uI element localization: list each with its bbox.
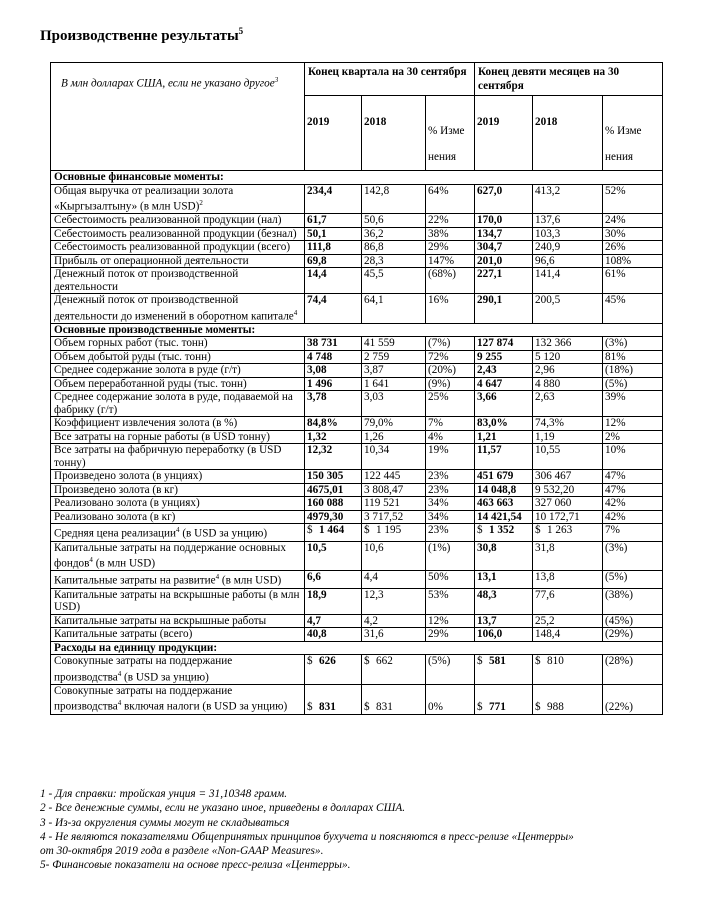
value-2019-quarter: 150 305 xyxy=(305,470,362,484)
value-2019-ninemonths: 83,0% xyxy=(475,417,533,431)
row-label: Среднее содержание золота в руде, подаваемой на фабрику (г/т) xyxy=(51,391,305,417)
table-row xyxy=(51,497,663,511)
row-label: Реализовано золота (в унциях) xyxy=(51,497,305,511)
row-label: Реализовано золота (в кг) xyxy=(51,510,305,524)
year-2019-quarter: 2019 xyxy=(305,96,362,171)
pct-change-quarter: 50% xyxy=(426,571,475,588)
value-2018-ninemonths: 141,4 xyxy=(533,268,603,294)
value-2018-quarter: 86,8 xyxy=(362,241,426,255)
value-2019-quarter: 40,8 xyxy=(305,628,362,642)
value-2019-ninemonths: 304,7 xyxy=(475,241,533,255)
row-label: Среднее содержание золота в руде (г/т) xyxy=(51,364,305,378)
value-2018-quarter: 10,34 xyxy=(362,444,426,470)
pct-change-ninemonths: 7% xyxy=(603,524,663,541)
value-2019-quarter: $ 831 xyxy=(305,684,362,714)
pct-change-ninemonths: 39% xyxy=(603,391,663,417)
table-row xyxy=(51,227,663,241)
pct-change-quarter: 12% xyxy=(426,614,475,628)
value-2019-quarter: 84,8% xyxy=(305,417,362,431)
value-2018-ninemonths: 148,4 xyxy=(533,628,603,642)
table-row xyxy=(51,510,663,524)
units-header-cell: В млн долларах США, если не указано другое$^3$ xyxy=(51,63,305,171)
table-row xyxy=(51,571,663,588)
value-2019-quarter: 1 496 xyxy=(305,377,362,391)
value-2019-ninemonths: 1,21 xyxy=(475,430,533,444)
value-2019-quarter: 4675,01 xyxy=(305,483,362,497)
value-2018-quarter: $ 662 xyxy=(362,655,426,685)
pct-change-quarter: 64% xyxy=(426,184,475,214)
value-2018-ninemonths: 10 172,71 xyxy=(533,510,603,524)
table-row xyxy=(51,417,663,431)
pct-change-quarter: 25% xyxy=(426,391,475,417)
value-2018-quarter: 12,3 xyxy=(362,588,426,614)
table-row xyxy=(51,184,663,214)
table-row xyxy=(51,350,663,364)
value-2019-quarter: 111,8 xyxy=(305,241,362,255)
value-2018-quarter: 122 445 xyxy=(362,470,426,484)
pct-change-quarter: (1%) xyxy=(426,541,475,571)
pct-change-quarter: 38% xyxy=(426,227,475,241)
value-2018-ninemonths: 5 120 xyxy=(533,350,603,364)
pct-change-ninemonths: 12% xyxy=(603,417,663,431)
row-label: Объем горных работ (тыс. тонн) xyxy=(51,337,305,351)
value-2019-quarter: 6,6 xyxy=(305,571,362,588)
value-2019-ninemonths: 170,0 xyxy=(475,214,533,228)
dollar-sign: $ xyxy=(364,655,370,668)
value-2018-quarter: 28,3 xyxy=(362,254,426,268)
pct-change-ninemonths: 42% xyxy=(603,497,663,511)
table-row xyxy=(51,444,663,470)
table-row xyxy=(51,524,663,541)
footnote: 4 - Не являются показателями Общепринятых принципов бухучета и поясняются в пресс-релизе «Центерры» xyxy=(40,830,574,843)
footnote: от 30-октября 2019 года в разделе «Non-GAAP Measures». xyxy=(40,845,324,858)
value-2018-ninemonths: 132 366 xyxy=(533,337,603,351)
pct-change-quarter: 147% xyxy=(426,254,475,268)
pct-change-ninemonths: 26% xyxy=(603,241,663,255)
value-2018-quarter: 50,6 xyxy=(362,214,426,228)
value-2018-ninemonths: 4 880 xyxy=(533,377,603,391)
dollar-sign: $ xyxy=(307,701,313,714)
value-2019-ninemonths: 4 647 xyxy=(475,377,533,391)
pct-change-ninemonths: 42% xyxy=(603,510,663,524)
value-2018-quarter: 1,26 xyxy=(362,430,426,444)
dollar-sign: $ xyxy=(364,524,370,537)
value-2019-ninemonths: 30,8 xyxy=(475,541,533,571)
dollar-sign: $ xyxy=(535,655,541,668)
row-label: Все затраты на горные работы (в USD тонну) xyxy=(51,430,305,444)
table-row xyxy=(51,254,663,268)
value-2018-ninemonths: $ 810 xyxy=(533,655,603,685)
table-row xyxy=(51,483,663,497)
value-2019-ninemonths: 290,1 xyxy=(475,294,533,324)
table-row xyxy=(51,268,663,294)
pct-change-ninemonths: (22%) xyxy=(603,684,663,714)
value-2018-quarter: 119 521 xyxy=(362,497,426,511)
section-title: Основные финансовые моменты: xyxy=(51,171,663,185)
pct-change-ninemonths: % Изме нения xyxy=(603,96,663,171)
pct-change-quarter: 0% xyxy=(426,684,475,714)
row-label: Все затраты на фабричную переработку (в USD тонну) xyxy=(51,444,305,470)
pct-change-ninemonths: (29%) xyxy=(603,628,663,642)
row-label: Себестоимость реализованной продукции (нал) xyxy=(51,214,305,228)
pct-change-quarter: 72% xyxy=(426,350,475,364)
row-label: Коэффициент извлечения золота (в %) xyxy=(51,417,305,431)
pct-change-quarter: (7%) xyxy=(426,337,475,351)
ninemonths-header: Конец девяти месяцев на 30 сентября xyxy=(475,63,663,96)
value-2018-quarter: 64,1 xyxy=(362,294,426,324)
pct-change-quarter: 23% xyxy=(426,483,475,497)
dollar-sign: $ xyxy=(307,524,313,537)
value-2019-ninemonths: 227,1 xyxy=(475,268,533,294)
pct-change-ninemonths: (5%) xyxy=(603,571,663,588)
table-row xyxy=(51,337,663,351)
row-label: Средняя цена реализации$^4$ (в USD за унцию) xyxy=(51,524,305,541)
row-label: Произведено золота (в унциях) xyxy=(51,470,305,484)
value-2018-ninemonths: 74,3% xyxy=(533,417,603,431)
value-2019-ninemonths: $ 1 352 xyxy=(475,524,533,541)
value-2019-quarter: 1,32 xyxy=(305,430,362,444)
row-label: Капитальные затраты на вскрышные работы (в млн USD) xyxy=(51,588,305,614)
value-2018-ninemonths: 2,96 xyxy=(533,364,603,378)
row-label: Капитальные затраты на развитие$^4$ (в млн USD) xyxy=(51,571,305,588)
footnotes xyxy=(40,787,680,873)
table-row xyxy=(51,614,663,628)
value-2018-quarter: 45,5 xyxy=(362,268,426,294)
row-label: Капитальные затраты на вскрышные работы xyxy=(51,614,305,628)
table-row xyxy=(51,214,663,228)
value-2018-ninemonths: 1,19 xyxy=(533,430,603,444)
value-2019-quarter: 12,32 xyxy=(305,444,362,470)
production-results-table xyxy=(50,62,663,715)
value-2019-ninemonths: 451 679 xyxy=(475,470,533,484)
row-label: Совокупные затраты на поддержание производства$^4$ включая налоги (в USD за унцию) xyxy=(51,684,305,714)
row-label: Объем переработанной руды (тыс. тонн) xyxy=(51,377,305,391)
page-title: Производственне результаты$^5$ xyxy=(40,26,244,44)
pct-change-ninemonths: (45%) xyxy=(603,614,663,628)
pct-change-quarter: % Изме нения xyxy=(426,96,475,171)
pct-change-quarter: (9%) xyxy=(426,377,475,391)
pct-change-quarter: 4% xyxy=(426,430,475,444)
dollar-sign: $ xyxy=(307,655,313,668)
table-row xyxy=(51,377,663,391)
value-2018-ninemonths: 96,6 xyxy=(533,254,603,268)
pct-change-ninemonths: 24% xyxy=(603,214,663,228)
section-header-row xyxy=(51,641,663,655)
value-2019-ninemonths: $ 581 xyxy=(475,655,533,685)
value-2018-ninemonths: 306 467 xyxy=(533,470,603,484)
value-2019-ninemonths: 463 663 xyxy=(475,497,533,511)
table-row xyxy=(51,391,663,417)
value-2019-quarter: 38 731 xyxy=(305,337,362,351)
value-2019-ninemonths: 11,57 xyxy=(475,444,533,470)
pct-change-ninemonths: (38%) xyxy=(603,588,663,614)
value-2019-ninemonths: 9 255 xyxy=(475,350,533,364)
table-row xyxy=(51,470,663,484)
footnote: 3 - Из-за округления суммы могут не складываться xyxy=(40,816,290,829)
section-title: Расходы на единицу продукции: xyxy=(51,641,663,655)
value-2018-quarter: 1 641 xyxy=(362,377,426,391)
row-label: Денежный поток от производственной деятельности до изменений в оборотном капитале$^4$ xyxy=(51,294,305,324)
value-2019-quarter: 74,4 xyxy=(305,294,362,324)
value-2019-quarter: 4 748 xyxy=(305,350,362,364)
value-2018-quarter: 41 559 xyxy=(362,337,426,351)
year-2019-ninemonths: 2019 xyxy=(475,96,533,171)
value-2018-quarter: 3 717,52 xyxy=(362,510,426,524)
pct-change-quarter: 23% xyxy=(426,524,475,541)
pct-change-ninemonths: (5%) xyxy=(603,377,663,391)
value-2018-quarter: $ 1 195 xyxy=(362,524,426,541)
value-2019-ninemonths: 134,7 xyxy=(475,227,533,241)
value-2018-ninemonths: 327 060 xyxy=(533,497,603,511)
value-2019-quarter: 3,78 xyxy=(305,391,362,417)
pct-change-ninemonths: 45% xyxy=(603,294,663,324)
dollar-sign: $ xyxy=(364,701,370,714)
value-2019-quarter: 18,9 xyxy=(305,588,362,614)
value-2019-quarter: 61,7 xyxy=(305,214,362,228)
value-2019-ninemonths: 627,0 xyxy=(475,184,533,214)
value-2018-ninemonths: 200,5 xyxy=(533,294,603,324)
pct-change-ninemonths: 30% xyxy=(603,227,663,241)
value-2018-quarter: 142,8 xyxy=(362,184,426,214)
value-2019-quarter: 69,8 xyxy=(305,254,362,268)
value-2018-quarter: 79,0% xyxy=(362,417,426,431)
value-2018-ninemonths: 2,63 xyxy=(533,391,603,417)
row-label: Себестоимость реализованной продукции (всего) xyxy=(51,241,305,255)
value-2019-ninemonths: 13,7 xyxy=(475,614,533,628)
pct-change-quarter: 7% xyxy=(426,417,475,431)
pct-change-ninemonths: 10% xyxy=(603,444,663,470)
value-2018-ninemonths: 77,6 xyxy=(533,588,603,614)
section-header-row xyxy=(51,323,663,337)
value-2019-quarter: 4979,30 xyxy=(305,510,362,524)
value-2019-ninemonths: $ 771 xyxy=(475,684,533,714)
value-2018-quarter: $ 831 xyxy=(362,684,426,714)
value-2019-quarter: 234,4 xyxy=(305,184,362,214)
pct-change-ninemonths: (3%) xyxy=(603,541,663,571)
value-2018-quarter: 4,4 xyxy=(362,571,426,588)
pct-change-quarter: 16% xyxy=(426,294,475,324)
row-label: Совокупные затраты на поддержание производства$^4$ (в USD за унцию) xyxy=(51,655,305,685)
value-2019-quarter: 14,4 xyxy=(305,268,362,294)
dollar-sign: $ xyxy=(477,655,483,668)
pct-change-quarter: (20%) xyxy=(426,364,475,378)
value-2018-ninemonths: 240,9 xyxy=(533,241,603,255)
row-label: Общая выручка от реализации золота «Кыргызалтыну» (в млн USD)$^2$ xyxy=(51,184,305,214)
dollar-sign: $ xyxy=(535,524,541,537)
footnote: 5- Финансовые показатели на основе пресс-релиза «Центерры». xyxy=(40,859,351,872)
value-2018-quarter: 3 808,47 xyxy=(362,483,426,497)
value-2019-ninemonths: 127 874 xyxy=(475,337,533,351)
pct-change-ninemonths: 108% xyxy=(603,254,663,268)
year-2018-quarter: 2018 xyxy=(362,96,426,171)
table-row xyxy=(51,430,663,444)
row-label: Капитальные затраты (всего) xyxy=(51,628,305,642)
value-2019-quarter: 50,1 xyxy=(305,227,362,241)
value-2019-quarter: $ 1 464 xyxy=(305,524,362,541)
value-2018-ninemonths: 13,8 xyxy=(533,571,603,588)
pct-change-ninemonths: (18%) xyxy=(603,364,663,378)
section-header-row xyxy=(51,171,663,185)
pct-change-quarter: 29% xyxy=(426,241,475,255)
value-2019-ninemonths: 14 421,54 xyxy=(475,510,533,524)
table-row xyxy=(51,294,663,324)
table-row xyxy=(51,364,663,378)
value-2018-quarter: 3,03 xyxy=(362,391,426,417)
pct-change-ninemonths: (3%) xyxy=(603,337,663,351)
value-2018-ninemonths: $ 988 xyxy=(533,684,603,714)
section-title: Основные производственные моменты: xyxy=(51,323,663,337)
row-label: Объем добытой руды (тыс. тонн) xyxy=(51,350,305,364)
pct-change-ninemonths: 2% xyxy=(603,430,663,444)
pct-change-ninemonths: (28%) xyxy=(603,655,663,685)
pct-change-quarter: 23% xyxy=(426,470,475,484)
pct-change-ninemonths: 47% xyxy=(603,470,663,484)
value-2019-ninemonths: 201,0 xyxy=(475,254,533,268)
table-row xyxy=(51,684,663,714)
pct-change-quarter: 19% xyxy=(426,444,475,470)
row-label: Денежный поток от производственной деятельности xyxy=(51,268,305,294)
dollar-sign: $ xyxy=(477,701,483,714)
value-2018-ninemonths: 413,2 xyxy=(533,184,603,214)
footnote: 1 - Для справки: тройская унция = 31,10348 грамм. xyxy=(40,788,288,800)
value-2019-quarter: $ 626 xyxy=(305,655,362,685)
value-2018-ninemonths: 31,8 xyxy=(533,541,603,571)
pct-change-ninemonths: 81% xyxy=(603,350,663,364)
value-2019-ninemonths: 14 048,8 xyxy=(475,483,533,497)
footnote: 2 - Все денежные суммы, если не указано иное, приведены в долларах США. xyxy=(40,802,406,815)
value-2018-quarter: 3,87 xyxy=(362,364,426,378)
pct-change-ninemonths: 61% xyxy=(603,268,663,294)
table-row xyxy=(51,541,663,571)
pct-change-quarter: (5%) xyxy=(426,655,475,685)
value-2019-ninemonths: 3,66 xyxy=(475,391,533,417)
value-2018-quarter: 36,2 xyxy=(362,227,426,241)
pct-change-quarter: 29% xyxy=(426,628,475,642)
pct-change-quarter: 22% xyxy=(426,214,475,228)
table-row xyxy=(51,588,663,614)
value-2018-ninemonths: 137,6 xyxy=(533,214,603,228)
table-row xyxy=(51,628,663,642)
year-2018-ninemonths: 2018 xyxy=(533,96,603,171)
value-2018-ninemonths: 25,2 xyxy=(533,614,603,628)
row-label: Произведено золота (в кг) xyxy=(51,483,305,497)
row-label: Прибыль от операционной деятельности xyxy=(51,254,305,268)
value-2019-ninemonths: 48,3 xyxy=(475,588,533,614)
value-2018-ninemonths: 9 532,20 xyxy=(533,483,603,497)
pct-change-quarter: 34% xyxy=(426,510,475,524)
pct-change-quarter: 53% xyxy=(426,588,475,614)
dollar-sign: $ xyxy=(477,524,483,537)
pct-change-quarter: 34% xyxy=(426,497,475,511)
value-2019-quarter: 10,5 xyxy=(305,541,362,571)
pct-change-ninemonths: 52% xyxy=(603,184,663,214)
table-row xyxy=(51,655,663,685)
pct-change-quarter: (68%) xyxy=(426,268,475,294)
value-2018-quarter: 31,6 xyxy=(362,628,426,642)
row-label: Капитальные затраты на поддержание основных фондов$^4$ (в млн USD) xyxy=(51,541,305,571)
value-2018-quarter: 10,6 xyxy=(362,541,426,571)
table-row xyxy=(51,241,663,255)
value-2018-quarter: 2 759 xyxy=(362,350,426,364)
row-label: Себестоимость реализованной продукции (безнал) xyxy=(51,227,305,241)
value-2019-quarter: 160 088 xyxy=(305,497,362,511)
dollar-sign: $ xyxy=(535,701,541,714)
value-2019-ninemonths: 106,0 xyxy=(475,628,533,642)
value-2018-ninemonths: 10,55 xyxy=(533,444,603,470)
value-2019-ninemonths: 13,1 xyxy=(475,571,533,588)
value-2018-quarter: 4,2 xyxy=(362,614,426,628)
value-2018-ninemonths: $ 1 263 xyxy=(533,524,603,541)
value-2019-quarter: 4,7 xyxy=(305,614,362,628)
pct-change-ninemonths: 47% xyxy=(603,483,663,497)
quarter-header: Конец квартала на 30 сентября xyxy=(305,63,475,96)
value-2019-quarter: 3,08 xyxy=(305,364,362,378)
value-2018-ninemonths: 103,3 xyxy=(533,227,603,241)
value-2019-ninemonths: 2,43 xyxy=(475,364,533,378)
